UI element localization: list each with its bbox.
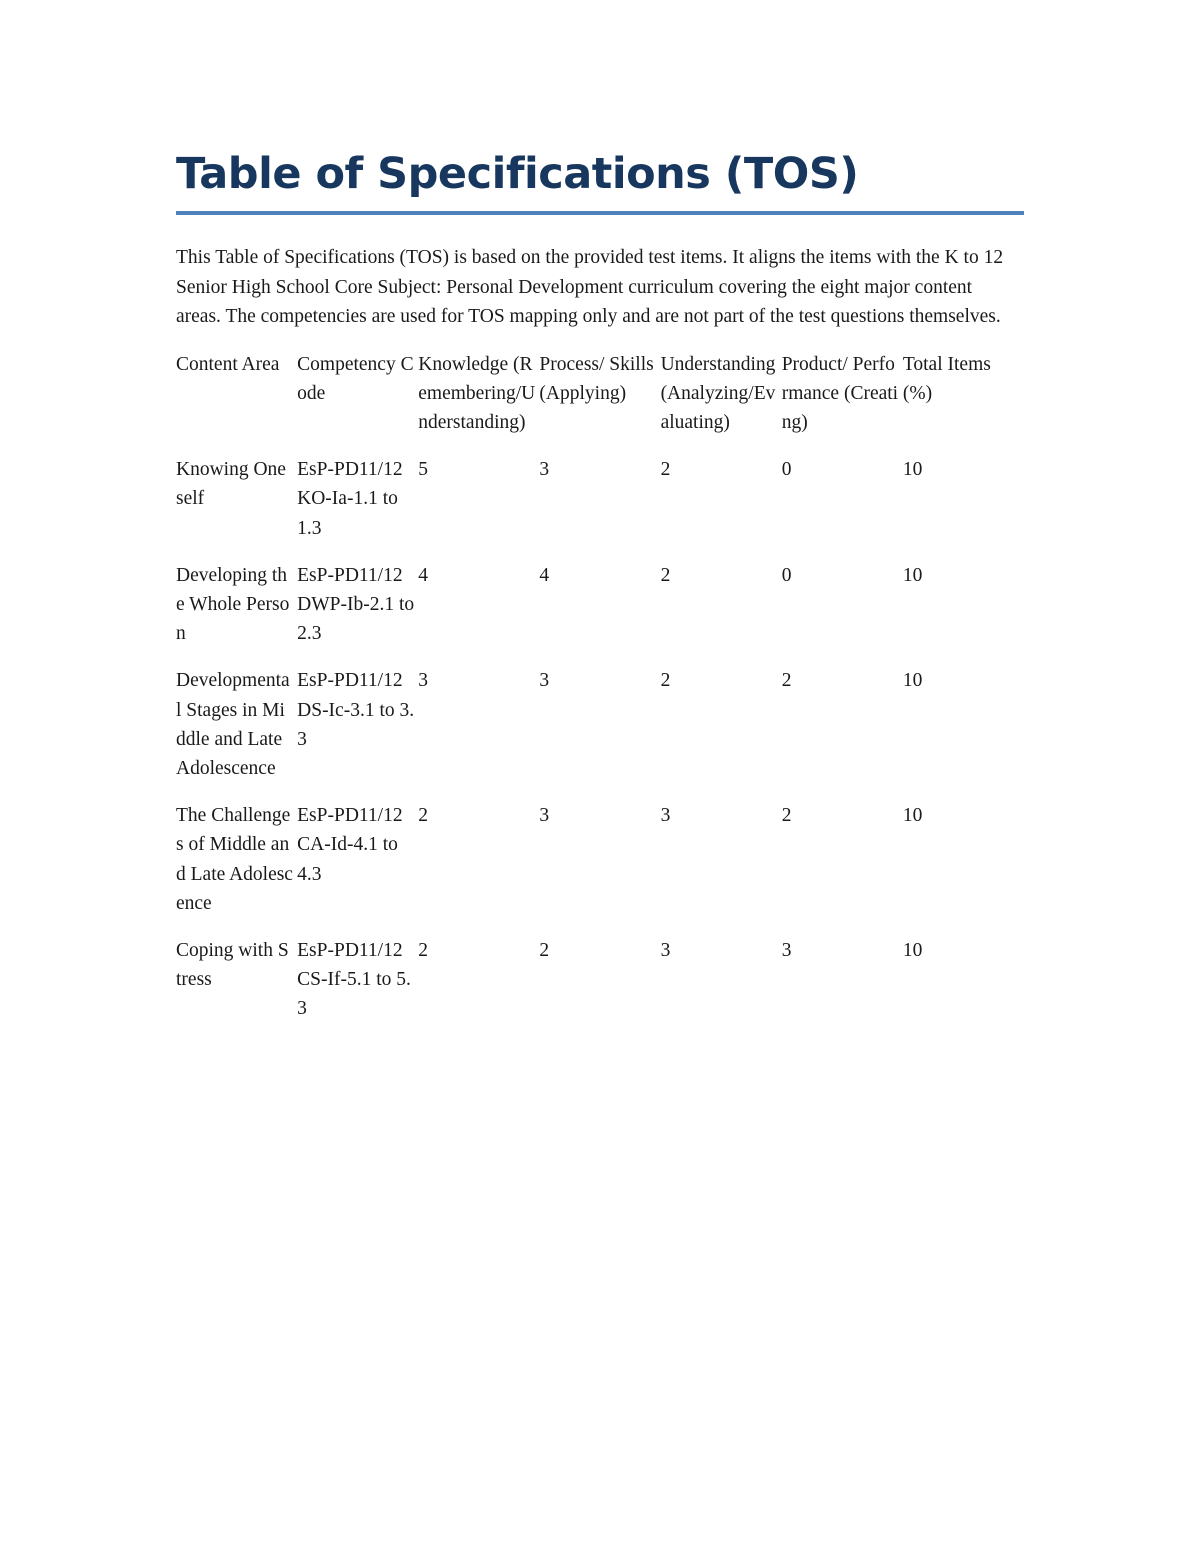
cell-process-skills: 3 <box>539 459 550 481</box>
cell-total-items: 10 <box>902 564 923 586</box>
document-title: Table of Specifications (TOS) <box>176 149 859 199</box>
table-header-row <box>176 350 1024 456</box>
cell-knowledge: 2 <box>418 805 429 827</box>
cell-product-performance: 3 <box>781 939 792 961</box>
table-row <box>176 561 1024 667</box>
cell-product-performance: 2 <box>781 805 792 827</box>
cell-understanding: 2 <box>660 670 671 692</box>
cell-content-area: Developmental Stages in Middle and Late Adolescence <box>176 670 290 779</box>
header-understanding: Understanding (Analyzing/Evaluating) <box>660 353 776 433</box>
cell-process-skills: 4 <box>539 564 550 586</box>
cell-competency-code: EsP-PD11/12KO-Ia-1.1 to 1.3 <box>297 459 403 539</box>
table-row <box>176 455 1024 561</box>
cell-knowledge: 4 <box>418 564 429 586</box>
cell-product-performance: 2 <box>781 670 792 692</box>
cell-knowledge: 5 <box>418 459 429 481</box>
cell-understanding: 2 <box>660 459 671 481</box>
cell-competency-code: EsP-PD11/12DWP-Ib-2.1 to 2.3 <box>297 564 415 645</box>
intro-paragraph: This Table of Specifications (TOS) is based on the provided test items. It aligns the items with the K to 12 Senior High School Core Subject: Personal Development curriculum covering the eight major content areas. The competencies are used for TOS mapping only and are not part of the test questions themselves. <box>176 247 1004 327</box>
cell-understanding: 3 <box>660 805 671 827</box>
cell-competency-code: EsP-PD11/12DS-Ic-3.1 to 3.3 <box>297 670 415 750</box>
cell-content-area: Developing the Whole Person <box>176 564 290 645</box>
header-content-area: Content Area <box>176 353 280 375</box>
table-row <box>176 666 1024 801</box>
header-total-items: Total Items (%) <box>902 353 991 404</box>
cell-total-items: 10 <box>902 805 923 827</box>
document-page <box>176 140 1024 1042</box>
cell-knowledge: 3 <box>418 670 429 692</box>
cell-understanding: 2 <box>660 564 671 586</box>
cell-competency-code: EsP-PD11/12CS-If-5.1 to 5.3 <box>297 939 411 1020</box>
cell-total-items: 10 <box>902 670 923 692</box>
cell-process-skills: 2 <box>539 939 550 961</box>
cell-total-items: 10 <box>902 939 923 961</box>
tos-table <box>176 350 1024 1042</box>
cell-content-area: The Challenges of Middle and Late Adolescence <box>176 805 293 914</box>
table-row <box>176 936 1024 1042</box>
cell-content-area: Knowing Oneself <box>176 459 286 510</box>
table-row <box>176 801 1024 936</box>
cell-knowledge: 2 <box>418 939 429 961</box>
cell-content-area: Coping with Stress <box>176 939 289 991</box>
header-process-skills: Process/ Skills (Applying) <box>539 353 654 404</box>
cell-product-performance: 0 <box>781 564 792 586</box>
cell-understanding: 3 <box>660 939 671 961</box>
cell-competency-code: EsP-PD11/12CA-Id-4.1 to 4.3 <box>297 805 403 885</box>
title-underline <box>176 211 1024 215</box>
cell-process-skills: 3 <box>539 805 550 827</box>
header-product-performance: Product/ Performance (Creating) <box>781 353 899 433</box>
header-competency-code: Competency Code <box>297 353 414 404</box>
cell-product-performance: 0 <box>781 459 792 481</box>
cell-total-items: 10 <box>902 459 923 481</box>
cell-process-skills: 3 <box>539 670 550 692</box>
header-knowledge: Knowledge (Remembering/Understanding) <box>418 353 536 433</box>
